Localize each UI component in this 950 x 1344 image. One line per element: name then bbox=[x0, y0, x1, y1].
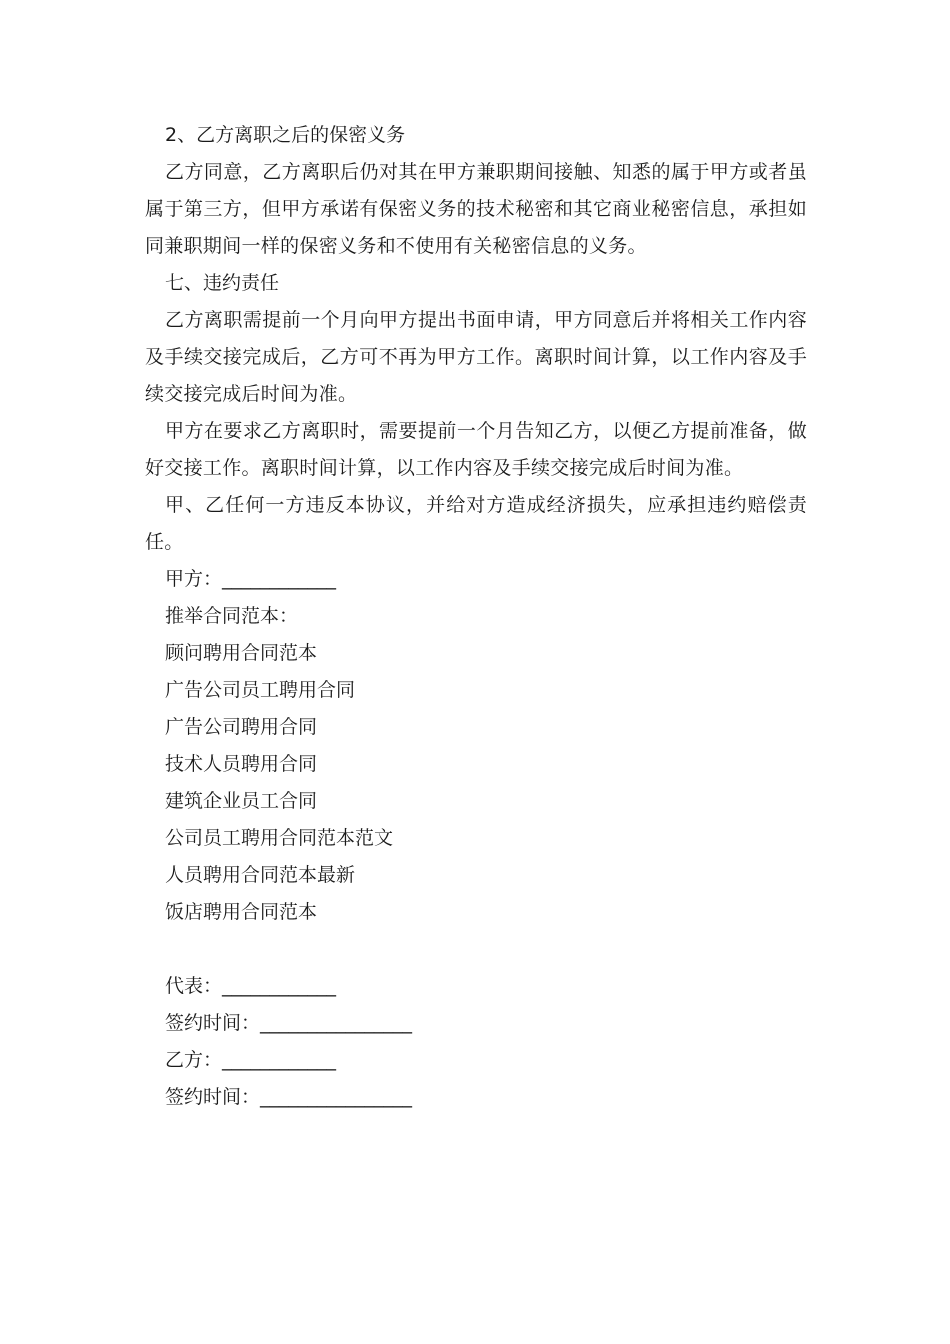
recommend-item: 广告公司聘用合同 bbox=[165, 716, 318, 738]
breach-paragraph-3: 甲、乙任何一方违反本协议，并给对方造成经济损失，应承担违约赔偿责任。 bbox=[145, 494, 807, 553]
document-page bbox=[145, 117, 807, 1116]
breach-paragraph-1: 乙方离职需提前一个月向甲方提出书面申请，甲方同意后并将相关工作内容及手续交接完成后，乙方可不再为甲方工作。离职时间计算，以工作内容及手续交接完成后时间为准。 bbox=[145, 309, 807, 405]
recommend-item: 建筑企业员工合同 bbox=[165, 790, 318, 812]
confidentiality-heading: 2、乙方离职之后的保密义务 bbox=[165, 124, 406, 146]
recommend-item: 广告公司员工聘用合同 bbox=[165, 679, 356, 701]
sign-time-b-line: 签约时间：________________ bbox=[165, 1086, 413, 1108]
party-b-line: 乙方：____________ bbox=[165, 1049, 337, 1071]
party-a-line: 甲方：____________ bbox=[165, 568, 337, 590]
confidentiality-paragraph: 乙方同意，乙方离职后仍对其在甲方兼职期间接触、知悉的属于甲方或者虽属于第三方，但甲方承诺有保密义务的技术秘密和其它商业秘密信息，承担如同兼职期间一样的保密义务和不使用有关秘密信息的义务。 bbox=[145, 161, 807, 257]
recommend-item: 饭店聘用合同范本 bbox=[165, 901, 318, 923]
recommend-item: 公司员工聘用合同范本范文 bbox=[165, 827, 394, 849]
blank-line bbox=[145, 931, 807, 968]
recommend-item: 技术人员聘用合同 bbox=[165, 753, 318, 775]
sign-time-a-line: 签约时间：________________ bbox=[165, 1012, 413, 1034]
recommend-heading: 推举合同范本： bbox=[165, 605, 299, 627]
recommend-item: 顾问聘用合同范本 bbox=[165, 642, 318, 664]
recommend-item: 人员聘用合同范本最新 bbox=[165, 864, 356, 886]
breach-paragraph-2: 甲方在要求乙方离职时，需要提前一个月告知乙方，以便乙方提前准备，做好交接工作。离职时间计算，以工作内容及手续交接完成后时间为准。 bbox=[145, 420, 807, 479]
breach-heading: 七、违约责任 bbox=[165, 272, 280, 294]
representative-line: 代表：____________ bbox=[165, 975, 337, 997]
